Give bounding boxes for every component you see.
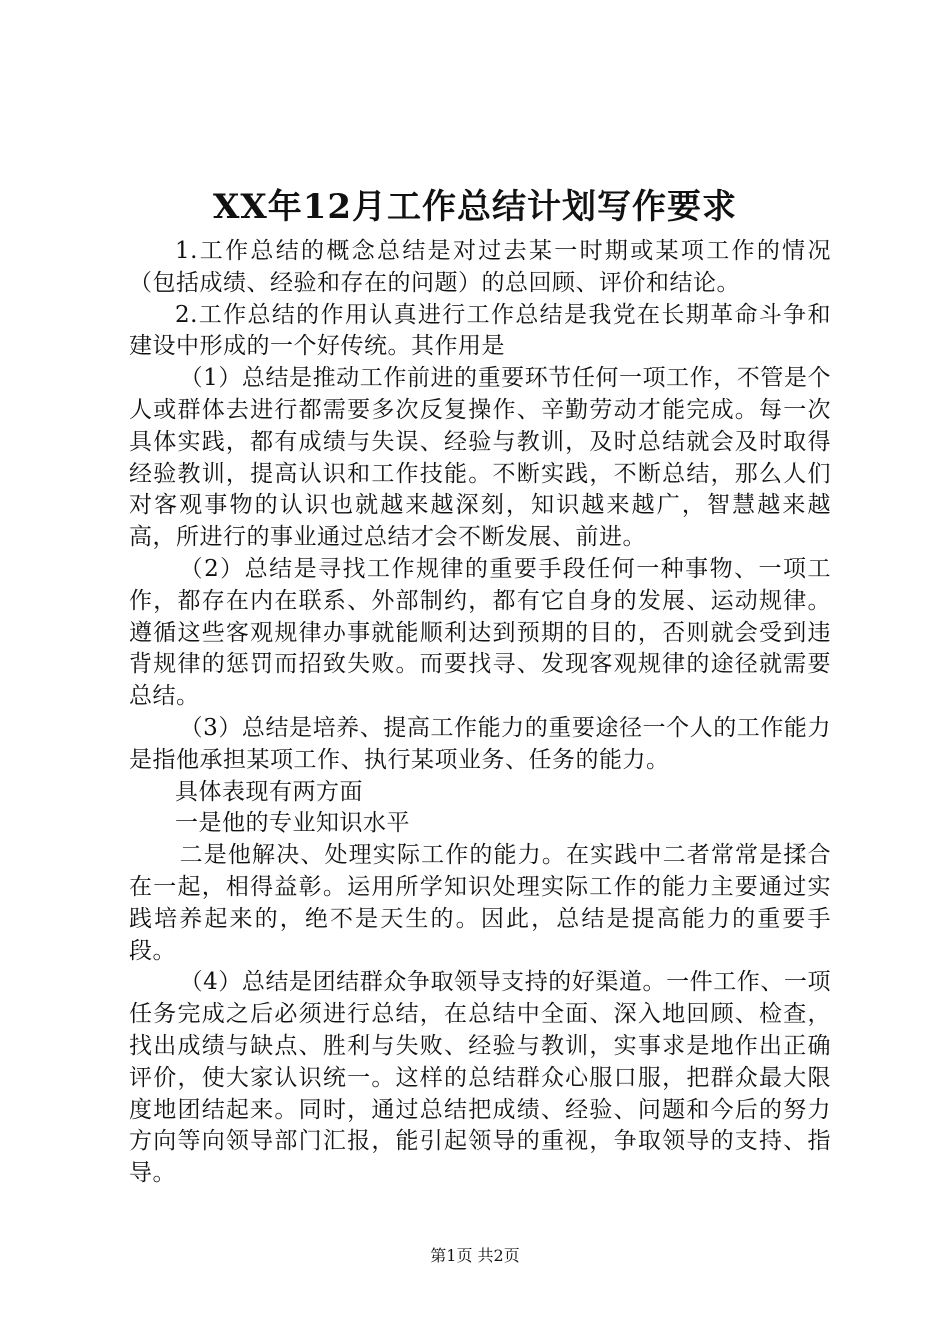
paragraph: （4）总结是团结群众争取领导支持的好渠道。一件工作、一项任务完成之后必须进行总结，在总结中全面、深入地回顾、检查，找出成绩与缺点、胜利与失败、经验与教训，实事求是地作出正确评价，使大家认识统一。这样的总结群众心服口服，把群众最大限度地团结起来。同时，通过总结把成绩、经验、问题和今后的努力方向等向领导部门汇报，能引起领导的重视，争取领导的支持、指导。 [129,969,831,1187]
paragraph: （1）总结是推动工作前进的重要环节任何一项工作，不管是个人或群体去进行都需要多次反复操作、辛勤劳动才能完成。每一次具体实践，都有成绩与失误、经验与教训，及时总结就会及时取得经验教训，提高认识和工作技能。不断实践，不断总结，那么人们对客观事物的认识也就越来越深刻，知识越来越广，智慧越来越高，所进行的事业通过总结才会不断发展、前进。 [129,365,831,551]
paragraph: 一是他的专业知识水平 [175,810,410,837]
paragraph: （2）总结是寻找工作规律的重要手段任何一种事物、一项工作，都存在内在联系、外部制约，都有它自身的发展、运动规律。遵循这些客观规律办事就能顺利达到预期的目的，否则就会受到违背规律的惩罚而招致失败。而要找寻、发现客观规律的途径就需要总结。 [129,555,831,710]
paragraph: （3）总结是培养、提高工作能力的重要途径一个人的工作能力是指他承担某项工作、执行某项业务、任务的能力。 [129,714,831,773]
document-title: XX年12月工作总结计划写作要求 [212,187,738,227]
paragraph: 二是他解决、处理实际工作的能力。在实践中二者常常是揉合在一起，相得益彰。运用所学知识处理实际工作的能力主要通过实践培养起来的，绝不是天生的。因此，总结是提高能力的重要手段。 [129,842,831,964]
paragraph: 具体表现有两方面 [175,778,363,805]
document-body [129,236,831,1190]
page-number: 第1页 共2页 [430,1246,520,1265]
paragraph: 1.工作总结的概念总结是对过去某一时期或某项工作的情况（包括成绩、经验和存在的问题）的总回顾、评价和结论。 [129,238,831,296]
paragraph: 2.工作总结的作用认真进行工作总结是我党在长期革命斗争和建设中形成的一个好传统。其作用是 [129,301,831,360]
